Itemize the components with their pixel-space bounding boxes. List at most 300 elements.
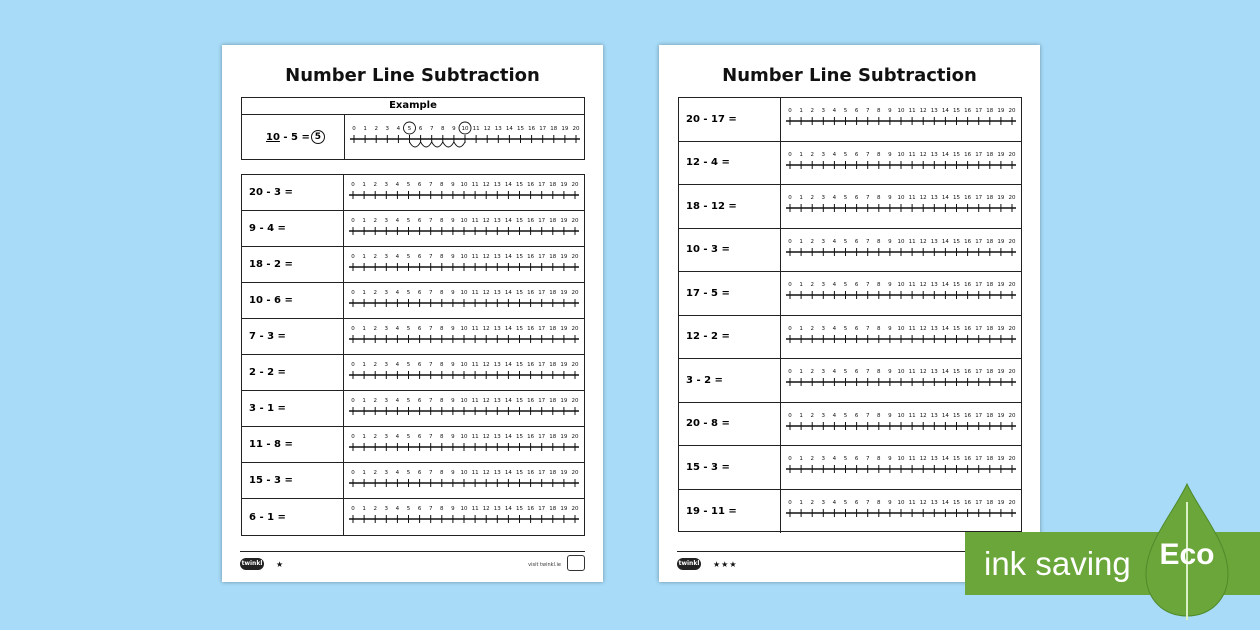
number-line-label: 19 — [997, 325, 1005, 332]
answer-number-line[interactable] — [781, 490, 1021, 534]
number-line-label: 19 — [997, 238, 1005, 245]
number-line-label: 5 — [406, 182, 411, 188]
number-line-label: 0 — [351, 398, 355, 404]
number-line-label: 11 — [908, 238, 916, 245]
number-line-label: 14 — [941, 238, 949, 245]
number-line-label: 4 — [395, 398, 400, 404]
number-line-label: 6 — [417, 182, 422, 188]
answer-number-line[interactable] — [781, 359, 1021, 402]
number-line-label: 17 — [538, 362, 546, 368]
question-equation: 7 - 3 = — [242, 319, 344, 354]
number-line-label: 14 — [941, 412, 949, 419]
number-line-label: 4 — [832, 282, 837, 288]
number-line-label: 10 — [897, 195, 905, 201]
number-line-label: 2 — [373, 398, 377, 404]
question-equation: 15 - 3 = — [679, 446, 781, 489]
number-line-label: 18 — [986, 108, 994, 114]
number-line-label: 12 — [919, 499, 927, 506]
number-line-label: 0 — [788, 282, 792, 288]
number-line-label: 8 — [440, 326, 444, 332]
number-line-label: 20 — [1008, 456, 1016, 462]
example-operation: - 5 = — [279, 131, 310, 143]
question-row — [679, 185, 1021, 229]
number-line-label: 6 — [418, 126, 423, 132]
number-line-label: 6 — [854, 325, 859, 332]
number-line-label: 17 — [975, 412, 983, 419]
number-line-label: 16 — [964, 108, 972, 114]
number-line-label: 2 — [373, 362, 377, 368]
number-line-label: 19 — [561, 126, 569, 132]
number-line-label: 16 — [964, 369, 972, 375]
question-row — [242, 175, 584, 211]
number-line-label: 15 — [516, 506, 523, 512]
number-line-label: 6 — [854, 195, 859, 201]
hop-arc — [454, 142, 465, 147]
question-row — [679, 142, 1021, 186]
number-line-label: 4 — [395, 218, 400, 224]
number-line-label: 13 — [930, 282, 938, 288]
number-line-label: 5 — [406, 434, 411, 440]
answer-number-line[interactable] — [344, 355, 584, 390]
number-line-label: 7 — [865, 456, 870, 462]
number-line-label: 4 — [832, 108, 837, 114]
number-line-label: 19 — [997, 412, 1005, 419]
number-line-label: 5 — [843, 325, 848, 332]
number-line-label: 15 — [953, 456, 960, 462]
number-line-label: 3 — [384, 182, 389, 188]
question-equation: 15 - 3 = — [242, 463, 344, 498]
number-line-label: 20 — [571, 362, 579, 368]
number-line-label: 14 — [941, 195, 949, 201]
number-line-label: 9 — [451, 326, 455, 332]
number-line-label: 2 — [810, 325, 814, 332]
number-line-label: 16 — [527, 218, 535, 224]
number-line-label: 4 — [395, 470, 400, 476]
number-line-label: 6 — [854, 282, 859, 288]
number-line-label: 18 — [986, 282, 994, 288]
number-line-label: 19 — [560, 326, 568, 332]
number-line-label: 18 — [549, 182, 557, 188]
number-line-label: 18 — [549, 470, 557, 476]
number-line-label: 17 — [538, 470, 546, 476]
number-line-label: 7 — [428, 470, 433, 476]
number-line-label: 5 — [843, 456, 848, 462]
number-line-label: 3 — [385, 126, 390, 132]
number-line-label: 15 — [516, 434, 523, 440]
number-line-label: 9 — [888, 499, 892, 506]
number-line-label: 8 — [440, 506, 444, 512]
answer-number-line[interactable] — [344, 463, 584, 498]
number-line-label: 15 — [953, 412, 960, 419]
number-line-label: 7 — [428, 290, 433, 296]
example-number-line — [345, 115, 584, 159]
answer-number-line[interactable] — [781, 185, 1021, 228]
number-line-label: 17 — [538, 434, 546, 440]
number-line-label: 5 — [843, 238, 848, 245]
number-line-label: 10 — [897, 151, 905, 158]
number-line-label: 13 — [930, 456, 938, 462]
number-line-label: 11 — [908, 108, 916, 114]
number-line-label: 1 — [362, 506, 366, 512]
number-line-label: 7 — [428, 182, 433, 188]
number-line-label: 10 — [897, 412, 905, 419]
number-line-label: 5 — [843, 108, 848, 114]
number-line-label: 9 — [888, 412, 892, 419]
number-line-label: 12 — [482, 326, 490, 332]
number-line-label: 8 — [877, 108, 881, 114]
number-line-label: 3 — [821, 151, 826, 158]
number-line-label: 14 — [504, 506, 512, 512]
answer-number-line[interactable] — [344, 319, 584, 354]
number-line-label: 2 — [810, 238, 814, 245]
number-line-label: 20 — [1008, 369, 1016, 375]
number-line-label: 3 — [821, 108, 826, 114]
number-line-label: 3 — [821, 456, 826, 462]
answer-number-line[interactable] — [344, 175, 584, 210]
number-line-label: 2 — [810, 412, 814, 419]
number-line-label: 15 — [953, 325, 960, 332]
question-row — [679, 403, 1021, 447]
number-line-label: 10 — [460, 434, 468, 440]
number-line-label: 11 — [908, 412, 916, 419]
number-line-label: 4 — [395, 506, 400, 512]
number-line-label: 7 — [865, 325, 870, 332]
number-line-label: 11 — [908, 456, 916, 462]
number-line-label: 11 — [471, 434, 479, 440]
number-line-label: 1 — [799, 325, 803, 332]
number-line-label: 16 — [527, 326, 535, 332]
number-line-label: 15 — [953, 238, 960, 245]
hop-arc — [410, 142, 421, 147]
number-line-label: 2 — [373, 434, 377, 440]
number-line-label: 15 — [953, 195, 960, 201]
number-line-label: 5 — [843, 282, 848, 288]
number-line-label: 10 — [460, 362, 468, 368]
number-line-label: 20 — [571, 218, 579, 224]
number-line-label: 18 — [986, 325, 994, 332]
number-line-label: 6 — [417, 470, 422, 476]
number-line-label: 20 — [571, 290, 579, 296]
number-line-label: 3 — [821, 195, 826, 201]
number-line-label: 5 — [406, 506, 411, 512]
number-line-label: 19 — [997, 499, 1005, 506]
number-line-label: 10 — [897, 108, 905, 114]
number-line-label: 3 — [821, 499, 826, 506]
number-line-label: 11 — [472, 126, 480, 132]
number-line-label: 1 — [799, 282, 803, 288]
question-equation: 19 - 11 = — [679, 490, 781, 534]
number-line-label: 14 — [504, 218, 512, 224]
answer-number-line[interactable] — [781, 142, 1021, 185]
number-line-label: 4 — [395, 290, 400, 296]
number-line-label: 19 — [560, 218, 568, 224]
footer-url: visit twinkl.ie — [528, 562, 561, 568]
question-equation: 18 - 12 = — [679, 185, 781, 228]
number-line-label: 5 — [406, 326, 411, 332]
worksheet-page-2 — [659, 45, 1040, 582]
number-line-label: 3 — [384, 362, 389, 368]
example-heading: Example — [242, 98, 584, 115]
number-line-label: 18 — [986, 195, 994, 201]
number-line-label: 16 — [964, 282, 972, 288]
number-line-label: 13 — [493, 398, 501, 404]
number-line-label: 12 — [482, 182, 490, 188]
number-line-label: 20 — [1008, 151, 1016, 158]
number-line-label: 17 — [975, 238, 983, 245]
number-line-label: 1 — [799, 151, 803, 158]
number-line-label: 9 — [888, 369, 892, 375]
number-line-label: 8 — [440, 290, 444, 296]
number-line-label: 0 — [788, 499, 792, 506]
question-row — [242, 427, 584, 463]
number-line-label: 19 — [560, 470, 568, 476]
example-equation — [242, 115, 345, 159]
question-equation: 20 - 3 = — [242, 175, 344, 210]
number-line-label: 11 — [908, 195, 916, 201]
number-line-label: 13 — [930, 108, 938, 114]
number-line-label: 13 — [493, 470, 501, 476]
number-line-label: 12 — [482, 218, 490, 224]
number-line-label: 16 — [964, 456, 972, 462]
number-line-label: 17 — [538, 218, 546, 224]
number-line-label: 5 — [843, 412, 848, 419]
number-line-label: 14 — [941, 325, 949, 332]
number-line-label: 19 — [560, 182, 568, 188]
number-line-label: 14 — [504, 470, 512, 476]
number-line-label: 17 — [538, 290, 546, 296]
page-title: Number Line Subtraction — [285, 65, 540, 86]
number-line-label: 13 — [493, 182, 501, 188]
question-equation: 12 - 4 = — [679, 142, 781, 185]
number-line-label: 13 — [493, 218, 501, 224]
question-row — [679, 446, 1021, 490]
number-line-label: 8 — [440, 470, 444, 476]
number-line-label: 6 — [417, 254, 422, 260]
question-equation: 20 - 17 = — [679, 98, 781, 141]
question-equation: 20 - 8 = — [679, 403, 781, 446]
number-line-label: 4 — [832, 456, 837, 462]
number-line-label: 12 — [482, 290, 490, 296]
number-line-label: 7 — [865, 369, 870, 375]
number-line-label: 5 — [406, 254, 411, 260]
number-line-label: 4 — [396, 126, 401, 132]
answer-number-line[interactable] — [344, 247, 584, 282]
number-line-label: 7 — [429, 126, 434, 132]
number-line-label: 13 — [493, 254, 501, 260]
checked-badge-icon — [567, 555, 585, 571]
number-line-label: 12 — [919, 456, 927, 462]
number-line-label: 10 — [460, 506, 468, 512]
number-line-label: 16 — [527, 362, 535, 368]
number-line-label: 10 — [460, 218, 468, 224]
number-line-label: 2 — [373, 182, 377, 188]
number-line-label: 17 — [538, 254, 546, 260]
number-line-label: 0 — [351, 326, 355, 332]
number-line-label: 17 — [975, 499, 983, 506]
number-line-label: 14 — [504, 290, 512, 296]
number-line-label: 12 — [919, 412, 927, 419]
number-line-label: 19 — [997, 369, 1005, 375]
number-line-label: 12 — [919, 282, 927, 288]
number-line-label: 14 — [504, 434, 512, 440]
number-line-label: 13 — [493, 434, 501, 440]
number-line-label: 1 — [362, 182, 366, 188]
number-line-label: 7 — [865, 412, 870, 419]
question-equation: 3 - 1 = — [242, 391, 344, 426]
number-line-label: 14 — [504, 182, 512, 188]
number-line-label: 1 — [799, 369, 803, 375]
footer-rule — [240, 551, 585, 552]
number-line-label: 9 — [888, 325, 892, 332]
number-line-label: 0 — [788, 456, 792, 462]
number-line-label: 16 — [527, 290, 535, 296]
answer-number-line[interactable] — [344, 211, 584, 246]
number-line-label: 4 — [395, 362, 400, 368]
number-line-label: 1 — [799, 108, 803, 114]
number-line-label: 10 — [897, 238, 905, 245]
number-line-label: 8 — [440, 254, 444, 260]
question-equation: 2 - 2 = — [242, 355, 344, 390]
number-line-label: 8 — [440, 218, 444, 224]
number-line-label: 14 — [504, 326, 512, 332]
number-line-label: 0 — [788, 108, 792, 114]
number-line-label: 11 — [471, 290, 479, 296]
number-line-label: 6 — [417, 290, 422, 296]
number-line-label: 2 — [810, 499, 814, 506]
number-line-label: 8 — [877, 499, 881, 506]
number-line-label: 1 — [362, 470, 366, 476]
answer-number-line[interactable] — [781, 229, 1021, 272]
number-line-label: 7 — [865, 108, 870, 114]
number-line-label: 12 — [482, 362, 490, 368]
number-line-label: 11 — [908, 282, 916, 288]
number-line-label: 2 — [810, 195, 814, 201]
number-line-label: 7 — [865, 499, 870, 506]
answer-number-line[interactable] — [344, 427, 584, 462]
number-line-label: 7 — [428, 398, 433, 404]
number-line-label: 4 — [832, 151, 837, 158]
number-line-label: 18 — [986, 412, 994, 419]
number-line-label: 20 — [571, 506, 579, 512]
number-line-label: 9 — [451, 290, 455, 296]
number-line-label: 4 — [832, 412, 837, 419]
number-line-label: 12 — [482, 434, 490, 440]
answer-number-line[interactable] — [344, 499, 584, 535]
number-line-label: 10 — [461, 126, 469, 132]
number-line-label: 8 — [441, 126, 445, 132]
number-line-label: 14 — [941, 369, 949, 375]
number-line-label: 8 — [440, 434, 444, 440]
number-line-label: 8 — [877, 238, 881, 245]
number-line-label: 13 — [493, 326, 501, 332]
number-line-label: 10 — [897, 282, 905, 288]
number-line-label: 6 — [417, 398, 422, 404]
number-line-label: 15 — [516, 470, 523, 476]
number-line-label: 6 — [854, 412, 859, 419]
number-line-label: 7 — [865, 282, 870, 288]
number-line-label: 9 — [451, 218, 455, 224]
number-line-label: 14 — [941, 151, 949, 158]
question-equation: 11 - 8 = — [242, 427, 344, 462]
answer-number-line[interactable] — [344, 391, 584, 426]
number-line-label: 2 — [373, 506, 377, 512]
number-line-label: 5 — [406, 470, 411, 476]
question-row — [242, 355, 584, 391]
number-line-label: 0 — [788, 412, 792, 419]
answer-number-line[interactable] — [781, 316, 1021, 359]
number-line-label: 20 — [1008, 325, 1016, 332]
number-line-label: 11 — [471, 326, 479, 332]
number-line-label: 16 — [527, 398, 535, 404]
number-line-label: 19 — [560, 434, 568, 440]
number-line-label: 9 — [451, 398, 455, 404]
number-line-label: 4 — [832, 369, 837, 375]
number-line-label: 17 — [538, 182, 546, 188]
number-line-label: 1 — [362, 434, 366, 440]
number-line-label: 12 — [919, 369, 927, 375]
number-line-label: 18 — [549, 326, 557, 332]
question-equation: 18 - 2 = — [242, 247, 344, 282]
question-equation: 10 - 3 = — [679, 229, 781, 272]
number-line-label: 9 — [888, 151, 892, 158]
number-line-label: 3 — [384, 434, 389, 440]
question-row — [242, 391, 584, 427]
number-line-label: 3 — [384, 254, 389, 260]
number-line-label: 11 — [471, 398, 479, 404]
number-line-label: 9 — [451, 182, 455, 188]
answer-number-line[interactable] — [781, 446, 1021, 489]
number-line-label: 9 — [451, 470, 455, 476]
number-line-label: 2 — [810, 151, 814, 158]
number-line-label: 9 — [451, 506, 455, 512]
answer-number-line[interactable] — [781, 272, 1021, 315]
number-line-label: 19 — [997, 195, 1005, 201]
number-line-label: 20 — [571, 398, 579, 404]
number-line-label: 15 — [517, 126, 524, 132]
number-line-label: 18 — [549, 290, 557, 296]
number-line-label: 17 — [538, 398, 546, 404]
number-line-label: 11 — [471, 218, 479, 224]
number-line-label: 2 — [810, 369, 814, 375]
number-line-label: 2 — [373, 290, 377, 296]
number-line-label: 15 — [516, 254, 523, 260]
number-line-label: 11 — [471, 182, 479, 188]
number-line-label: 16 — [964, 195, 972, 201]
number-line-label: 4 — [832, 325, 837, 332]
number-line-label: 10 — [897, 456, 905, 462]
number-line-label: 2 — [373, 218, 377, 224]
number-line-label: 15 — [953, 282, 960, 288]
number-line-label: 5 — [406, 398, 411, 404]
number-line-label: 7 — [428, 434, 433, 440]
number-line-label: 19 — [560, 290, 568, 296]
ink-saving-label: ink saving — [984, 545, 1131, 582]
number-line-label: 1 — [362, 290, 366, 296]
answer-number-line[interactable] — [344, 283, 584, 318]
number-line-label: 19 — [997, 282, 1005, 288]
number-line-label: 15 — [953, 108, 960, 114]
question-equation: 17 - 5 = — [679, 272, 781, 315]
number-line-label: 20 — [1008, 282, 1016, 288]
number-line-label: 13 — [930, 499, 938, 506]
number-line-label: 9 — [888, 456, 892, 462]
number-line-label: 12 — [483, 126, 491, 132]
number-line-label: 6 — [417, 218, 422, 224]
number-line-label: 3 — [384, 290, 389, 296]
question-row — [679, 316, 1021, 360]
answer-number-line[interactable] — [781, 403, 1021, 446]
answer-number-line[interactable] — [781, 98, 1021, 141]
